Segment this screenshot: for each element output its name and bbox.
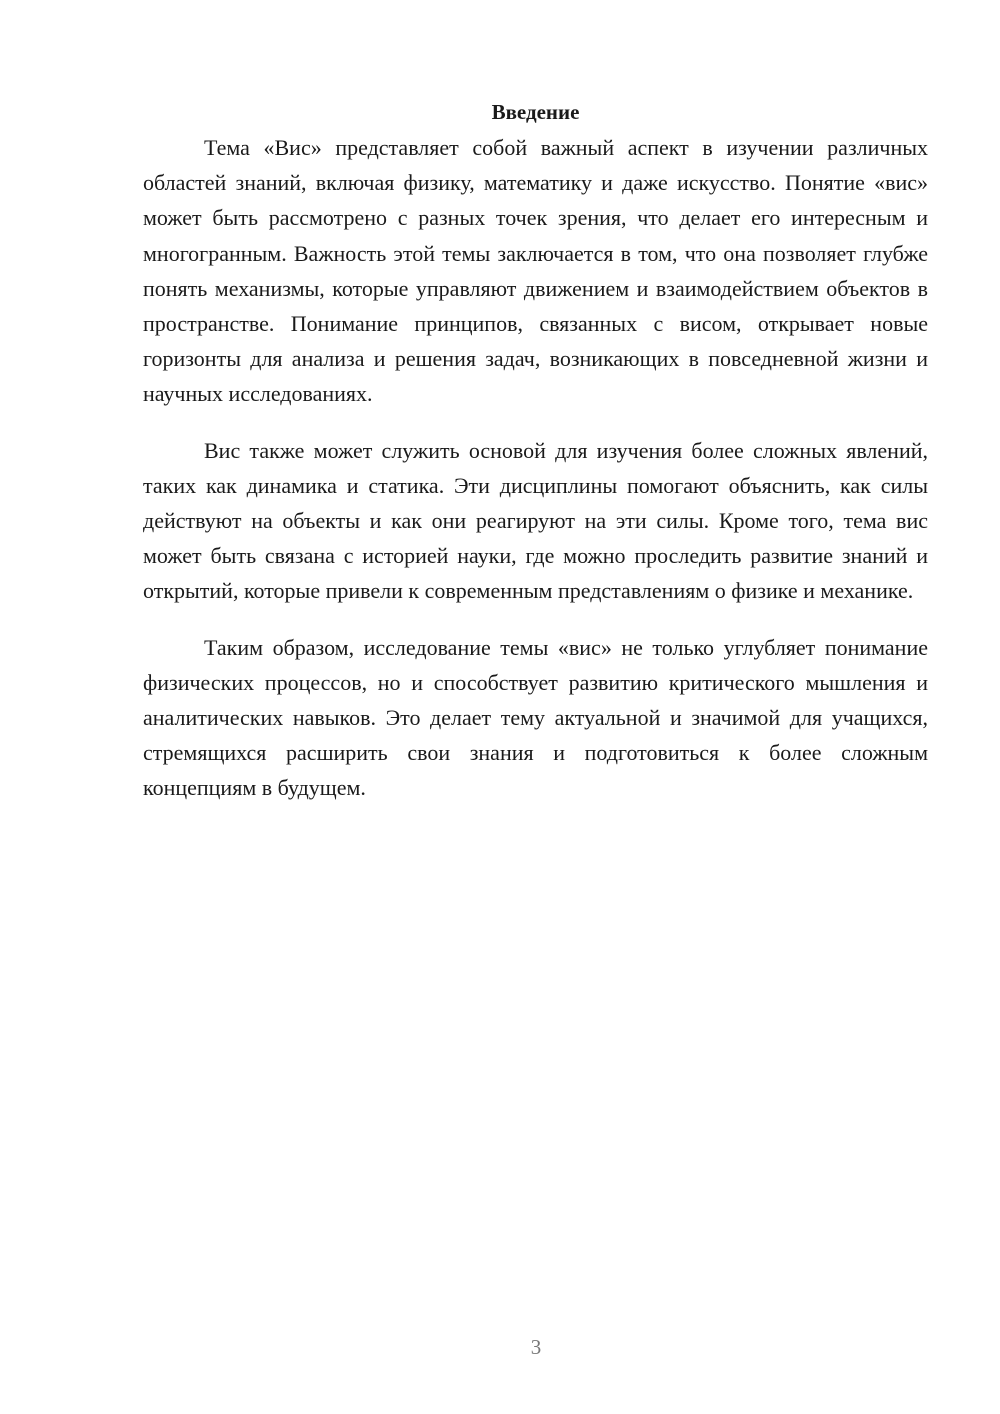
page-content (143, 95, 928, 806)
paragraph-3: Таким образом, исследование темы «вис» не только углубляет понимание физических процессов, но и способствует развитию критического мышления и аналитических навыков. Это делает тему актуальной и значимой для учащихся, стремящихся расширить свои знания и подготовиться к более сложным концепциям в будущем. (143, 634, 928, 801)
paragraph-2: Вис также может служить основой для изучения более сложных явлений, таких как динамика и статика. Эти дисциплины помогают объяснить, как силы действуют на объекты и как они реагируют на эти силы. Кроме того, тема вис может быть связана с историей науки, где можно проследить развитие знаний и открытий, которые привели к современным представлениям о физике и механике. (143, 437, 928, 604)
paragraph-1: Тема «Вис» представляет собой важный аспект в изучении различных областей знаний, включая физику, математику и даже искусство. Понятие «вис» может быть рассмотрено с разных точек зрения, что делает его интересным и многогранным. Важность этой темы заключается в том, что она позволяет глубже понять механизмы, которые управляют движением и взаимодействием объектов в пространстве. Понимание принципов, связанных с висом, открывает новые горизонты для анализа и решения задач, возникающих в повседневной жизни и научных исследованиях. (143, 135, 928, 407)
page-number: 3 (530, 1335, 542, 1359)
section-title: Введение (491, 100, 580, 124)
